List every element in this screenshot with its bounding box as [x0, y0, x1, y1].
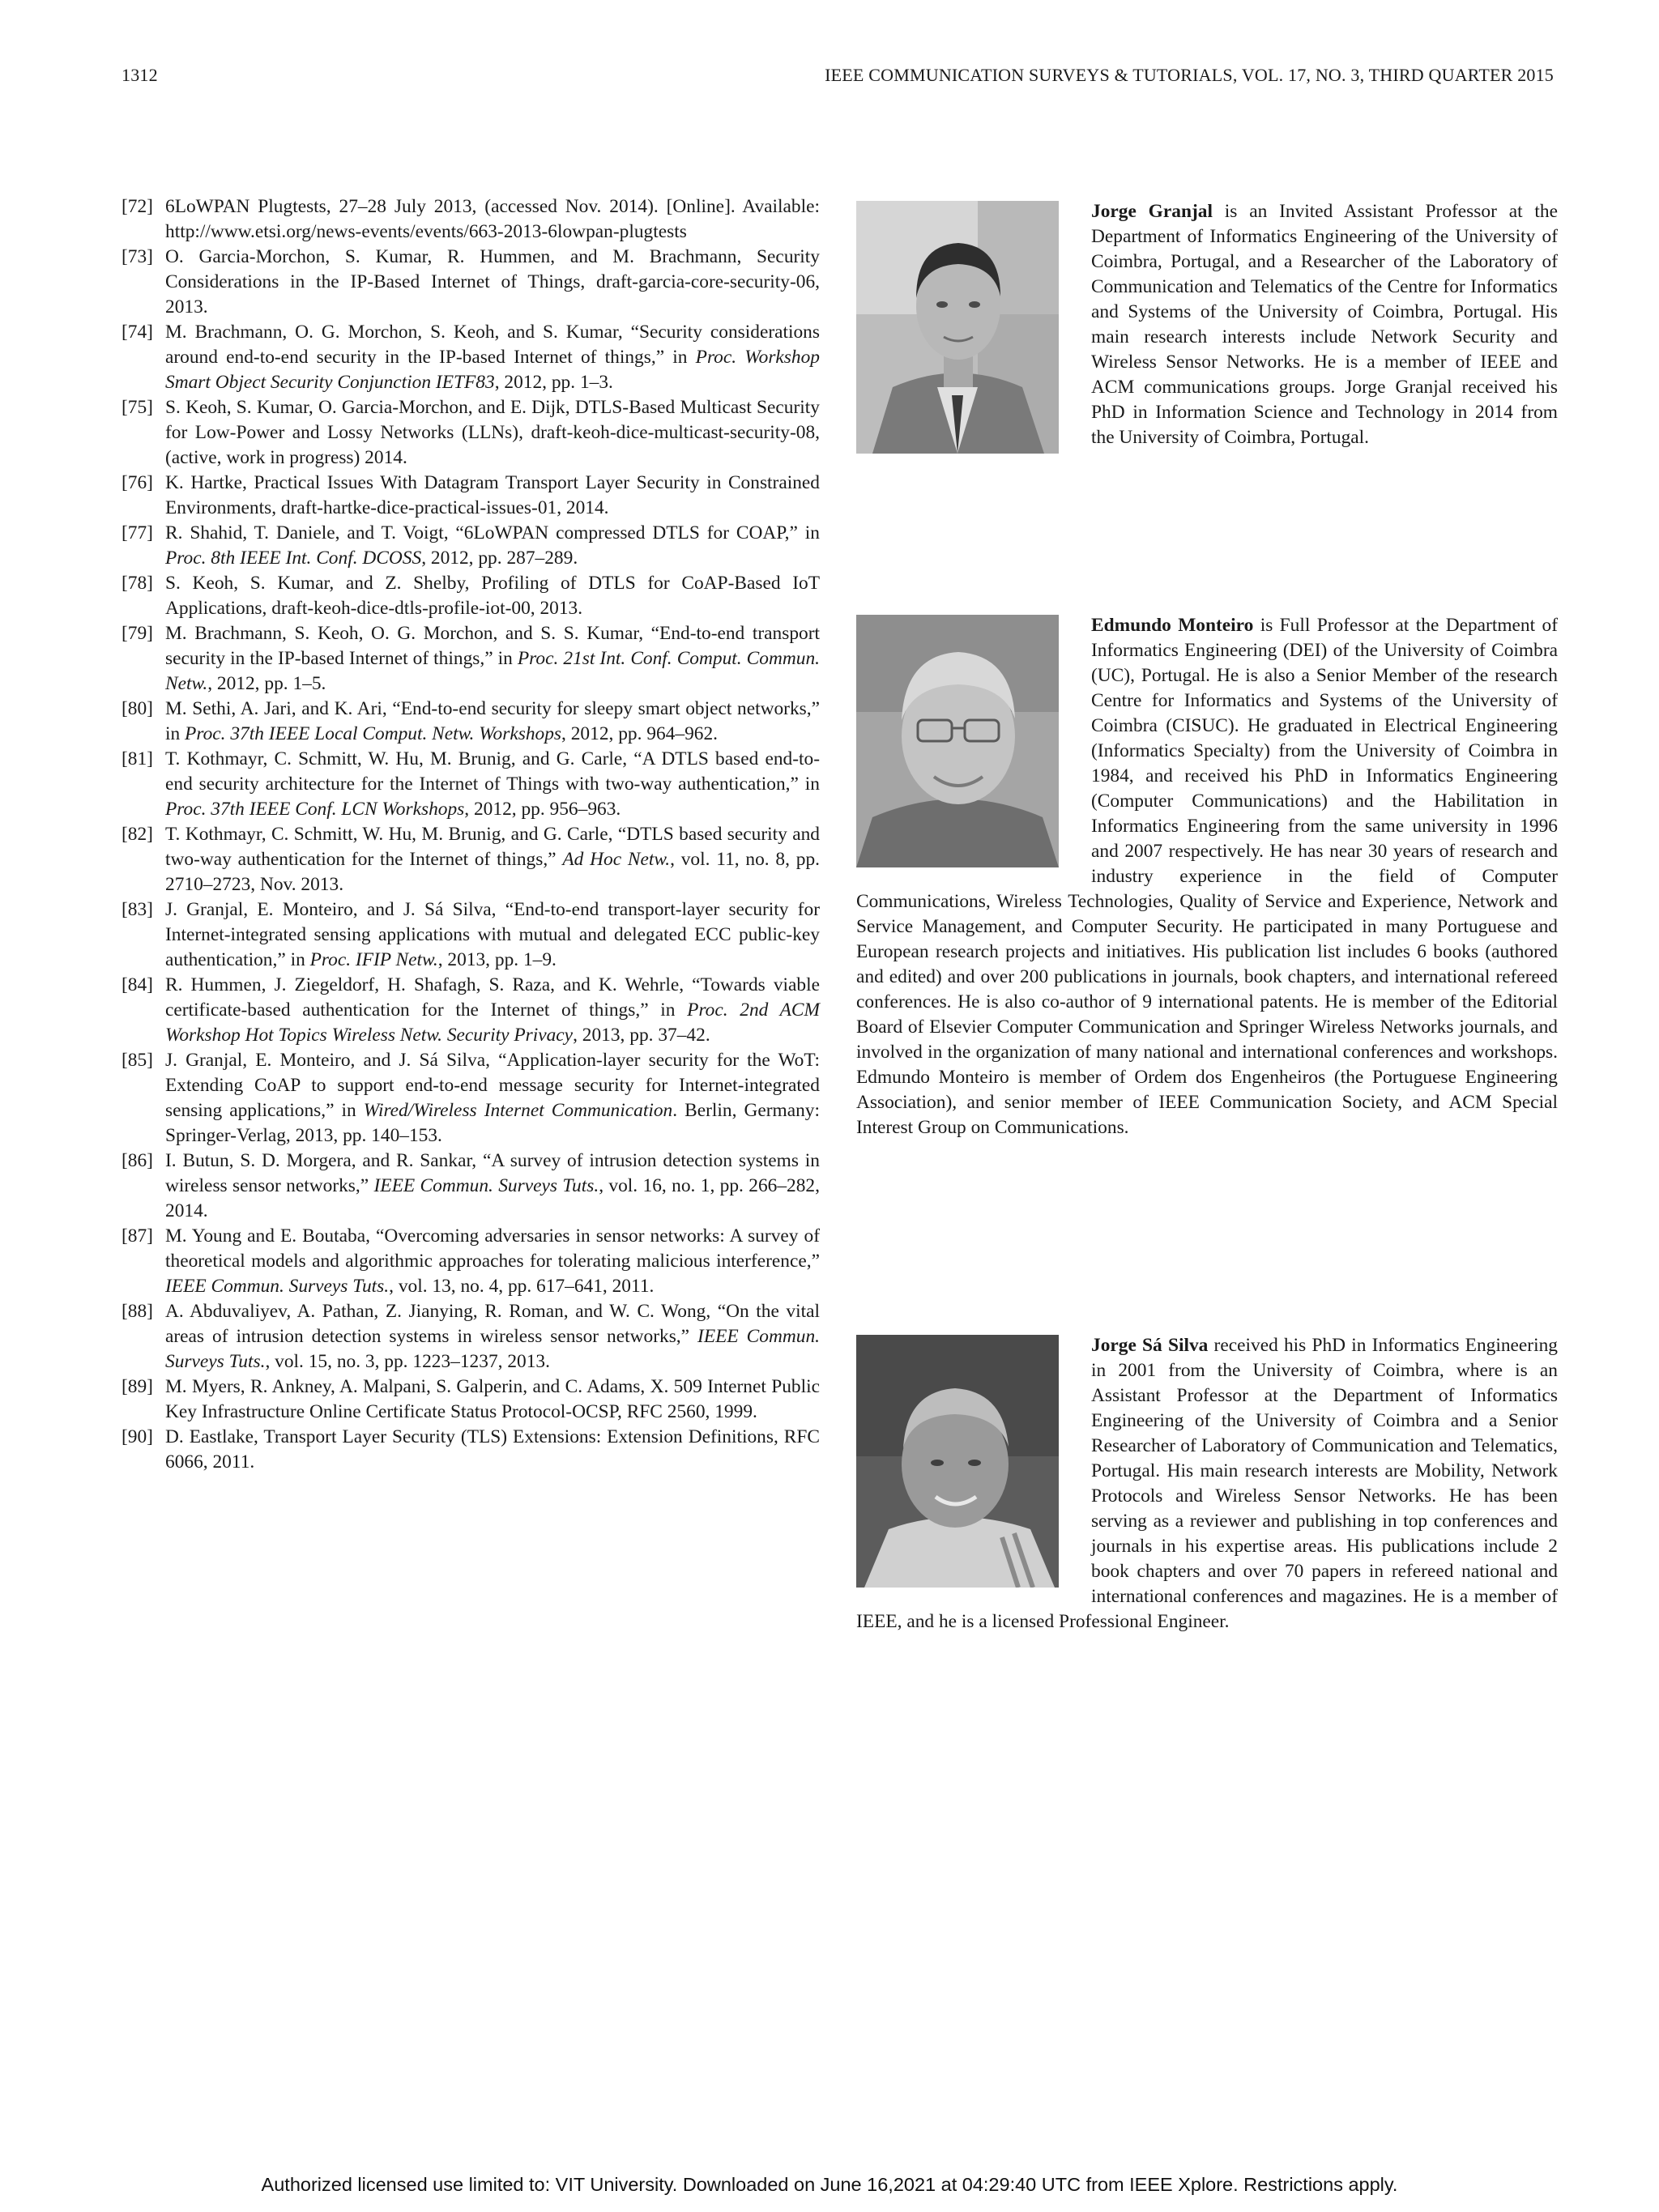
- author-bio-monteiro: [856, 613, 1558, 1140]
- reference-text: I. Butun, S. D. Morgera, and R. Sankar, “A survey of intrusion detection systems in wireless sensor networks,” IEEE Commun. Surveys Tuts., vol. 16, no. 1, pp. 266–282, 2014.: [165, 1150, 820, 1221]
- reference-item: [122, 897, 820, 973]
- author-name: Edmundo Monteiro: [1091, 615, 1254, 636]
- reference-text: S. Keoh, S. Kumar, and Z. Shelby, Profiling of DTLS for CoAP-Based IoT Applications, draft-keoh-dice-dtls-profile-iot-00, 2013.: [165, 573, 820, 619]
- reference-venue: Proc. IFIP Netw.: [309, 949, 438, 970]
- reference-venue: IEEE Commun. Surveys Tuts.: [373, 1175, 599, 1196]
- reference-number: [85]: [122, 1050, 153, 1071]
- page-number: 1312: [122, 65, 158, 85]
- reference-number: [90]: [122, 1426, 153, 1447]
- reference-text: T. Kothmayr, C. Schmitt, W. Hu, M. Brunig, and G. Carle, “DTLS based security and two-way authentication for the Internet of things,” Ad Hoc Netw., vol. 11, no. 8, pp. 2710–2723, Nov. 2013.: [165, 824, 820, 895]
- reference-number: [88]: [122, 1301, 153, 1322]
- reference-text: M. Young and E. Boutaba, “Overcoming adversaries in sensor networks: A survey of theoretical models and algorithmic approaches for tolerating malicious interference,” IEEE Commun. Surveys Tuts., vol. 13, no. 4, pp. 617–641, 2011.: [165, 1225, 820, 1297]
- reference-item: [122, 1224, 820, 1299]
- reference-number: [87]: [122, 1225, 153, 1247]
- reference-item: [122, 194, 820, 245]
- reference-item: [122, 471, 820, 521]
- author-photo: [856, 615, 1059, 867]
- reference-number: [78]: [122, 573, 153, 594]
- reference-item: [122, 697, 820, 747]
- author-photo: [856, 201, 1059, 454]
- running-header: [0, 65, 1659, 89]
- reference-number: [73]: [122, 246, 153, 267]
- reference-number: [72]: [122, 196, 153, 217]
- reference-item: [122, 571, 820, 621]
- reference-venue: IEEE Commun. Surveys Tuts.: [165, 1276, 390, 1297]
- reference-venue: Wired/Wireless Internet Communication: [363, 1100, 673, 1121]
- reference-item: [122, 621, 820, 697]
- author-bio-text: is Full Professor at the Department of Informatics Engineering (DEI) of the University of Coimbra (UC), Portugal. He is also a Senior Member of the research Centre for Informatics and Systems of the University of Coimbra (CISUC). He graduated in Electrical Engineering (Informatics Specialty) from the University of Coimbra in 1984, and received his PhD in Informatics Engineering (Computer Communications) and the Habilitation in Informatics Engineering from the same university in 1996 and 2007 respectively. He has near 30 years of research and industry experience in the field of Computer Communications, Wireless Technologies, Quality of Service and Experience, Network and Service Management, and Computer Security. He participated in many Portuguese and European research projects and initiatives. His publication list includes 6 books (authored and edited) and over 200 publications in journals, book chapters, and international refereed conferences. He is also co-author of 9 international patents. He is member of the Editorial Board of Elsevier Computer Communication and Springer Wireless Networks journals, and involved in the organization of many national and international conferences and workshops. Edmundo Monteiro is member of Ordem dos Engenheiros (the Portuguese Engineering Association), and senior member of IEEE Communication Society, and ACM Special Interest Group on Communications.: [856, 615, 1558, 1138]
- reference-text: A. Abduvaliyev, A. Pathan, Z. Jianying, R. Roman, and W. C. Wong, “On the vital areas of intrusion detection systems in wireless sensor networks,” IEEE Commun. Surveys Tuts., vol. 15, no. 3, pp. 1223–1237, 2013.: [165, 1301, 820, 1372]
- author-bio-text: is an Invited Assistant Professor at the Department of Informatics Engineering of the University of Coimbra, Portugal, and a Researcher of the Laboratory of Communication and Telematics of the Centre for Informatics and Systems of the University of Coimbra, Portugal. His main research interests include Network Security and Wireless Sensor Networks. He is a member of IEEE and ACM communications groups. Jorge Granjal received his PhD in Information Science and Technology in 2014 from the University of Coimbra, Portugal.: [1091, 201, 1558, 448]
- reference-item: [122, 1048, 820, 1149]
- reference-item: [122, 973, 820, 1048]
- reference-item: [122, 320, 820, 395]
- reference-number: [80]: [122, 698, 153, 719]
- reference-venue: Proc. Workshop Smart Object Security Conjunction IETF83: [165, 347, 820, 393]
- reference-venue: Proc. 2nd ACM Workshop Hot Topics Wireless Netw. Security Privacy: [165, 999, 821, 1046]
- reference-text: T. Kothmayr, C. Schmitt, W. Hu, M. Brunig, and G. Carle, “A DTLS based end-to-end security architecture for the Internet of Things with two-way authentication,” in Proc. 37th IEEE Conf. LCN Workshops, 2012, pp. 956–963.: [165, 748, 820, 820]
- author-photo: [856, 1335, 1059, 1588]
- reference-item: [122, 747, 820, 822]
- reference-number: [86]: [122, 1150, 153, 1171]
- reference-text: D. Eastlake, Transport Layer Security (TLS) Extensions: Extension Definitions, RFC 6066, 2011.: [165, 1426, 820, 1473]
- reference-venue: Proc. 37th IEEE Conf. LCN Workshops: [165, 799, 465, 820]
- reference-venue: Proc. 8th IEEE Int. Conf. DCOSS: [165, 548, 422, 569]
- reference-number: [84]: [122, 974, 153, 995]
- reference-number: [77]: [122, 522, 153, 543]
- reference-number: [82]: [122, 824, 153, 845]
- author-bio-text: received his PhD in Informatics Engineering in 2001 from the University of Coimbra, where is an Assistant Professor at the Department of Informatics Engineering of the University of Coimbra and a Senior Researcher of Laboratory of Communication and Telematics, Portugal. His main research interests are Mobility, Network Protocols and Wireless Sensor Networks. He has been serving as a reviewer and publishing in top conferences and journals in his expertise areas. His publications include 2 book chapters and over 70 papers in refereed national and international conferences and magazines. He is a member of IEEE, and he is a licensed Professional Engineer.: [856, 1335, 1558, 1632]
- journal-title: IEEE COMMUNICATION SURVEYS & TUTORIALS, VOL. 17, NO. 3, THIRD QUARTER 2015: [825, 65, 1554, 85]
- reference-text: M. Brachmann, O. G. Morchon, S. Keoh, and S. Kumar, “Security considerations around end-to-end security in the IP-based Internet of things,” in Proc. Workshop Smart Object Security Conjunction IETF83, 2012, pp. 1–3.: [165, 322, 820, 393]
- reference-venue: Ad Hoc Netw.: [562, 849, 671, 870]
- reference-item: [122, 1149, 820, 1224]
- reference-venue: Proc. 37th IEEE Local Comput. Netw. Workshops: [185, 723, 562, 744]
- reference-text: M. Brachmann, S. Keoh, O. G. Morchon, and S. S. Kumar, “End-to-end transport security in the IP-based Internet of things,” in Proc. 21st Int. Conf. Comput. Commun. Netw., 2012, pp. 1–5.: [165, 623, 820, 694]
- reference-item: [122, 245, 820, 320]
- reference-item: [122, 1299, 820, 1375]
- reference-text: M. Myers, R. Ankney, A. Malpani, S. Galperin, and C. Adams, X. 509 Internet Public Key Infrastructure Online Certificate Status Protocol-OCSP, RFC 2560, 1999.: [165, 1376, 820, 1422]
- reference-item: [122, 395, 820, 471]
- reference-number: [81]: [122, 748, 153, 769]
- author-bio-sa-silva: [856, 1333, 1558, 1634]
- reference-text: O. Garcia-Morchon, S. Kumar, R. Hummen, and M. Brachmann, Security Considerations in the IP-Based Internet of Things, draft-garcia-core-security-06, 2013.: [165, 246, 820, 318]
- author-name: Jorge Granjal: [1091, 201, 1213, 222]
- reference-text: J. Granjal, E. Monteiro, and J. Sá Silva, “End-to-end transport-layer security for Internet-integrated sensing applications with mutual and delegated ECC public-key authentication,” in Proc. IFIP Netw., 2013, pp. 1–9.: [165, 899, 820, 970]
- reference-venue: Proc. 21st Int. Conf. Comput. Commun. Netw.: [165, 648, 820, 694]
- reference-text: R. Hummen, J. Ziegeldorf, H. Shafagh, S. Raza, and K. Wehrle, “Towards viable certificate-based authentication for the Internet of things,” in Proc. 2nd ACM Workshop Hot Topics Wireless Netw. Security Privacy, 2013, pp. 37–42.: [165, 974, 821, 1046]
- reference-venue: IEEE Commun. Surveys Tuts.: [165, 1326, 820, 1372]
- reference-text: R. Shahid, T. Daniele, and T. Voigt, “6LoWPAN compressed DTLS for COAP,” in Proc. 8th IEEE Int. Conf. DCOSS, 2012, pp. 287–289.: [165, 522, 820, 569]
- reference-text: S. Keoh, S. Kumar, O. Garcia-Morchon, and E. Dijk, DTLS-Based Multicast Security for Low-Power and Lossy Networks (LLNs), draft-keoh-dice-multicast-security-08, (active, work in progress) 2014.: [165, 397, 820, 468]
- reference-list: [122, 194, 820, 1475]
- reference-text: M. Sethi, A. Jari, and K. Ari, “End-to-end security for sleepy smart object networks,” in Proc. 37th IEEE Local Comput. Netw. Workshops, 2012, pp. 964–962.: [165, 698, 820, 744]
- reference-item: [122, 1375, 820, 1425]
- author-name: Jorge Sá Silva: [1091, 1335, 1209, 1356]
- reference-number: [83]: [122, 899, 153, 920]
- reference-item: [122, 521, 820, 571]
- author-bio-granjal: [856, 199, 1558, 460]
- reference-item: [122, 1425, 820, 1475]
- reference-text: J. Granjal, E. Monteiro, and J. Sá Silva, “Application-layer security for the WoT: Extending CoAP to support end-to-end message security for Internet-integrated sensing applications,” in Wired/Wireless Internet Communication. Berlin, Germany: Springer-Verlag, 2013, pp. 140–153.: [165, 1050, 820, 1146]
- reference-number: [79]: [122, 623, 153, 644]
- reference-number: [75]: [122, 397, 153, 418]
- reference-number: [76]: [122, 472, 153, 493]
- download-notice: Authorized licensed use limited to: VIT University. Downloaded on June 16,2021 at 04:29:40 UTC from IEEE Xplore. Restrictions apply.: [261, 2174, 1398, 2195]
- reference-number: [74]: [122, 322, 153, 343]
- reference-text: K. Hartke, Practical Issues With Datagram Transport Layer Security in Constrained Environments, draft-hartke-dice-practical-issues-01, 2014.: [165, 472, 820, 518]
- reference-number: [89]: [122, 1376, 153, 1397]
- reference-text: 6LoWPAN Plugtests, 27–28 July 2013, (accessed Nov. 2014). [Online]. Available: http://www.etsi.org/news-events/events/663-2013-6lowpan-plugtests: [165, 196, 820, 242]
- reference-item: [122, 822, 820, 897]
